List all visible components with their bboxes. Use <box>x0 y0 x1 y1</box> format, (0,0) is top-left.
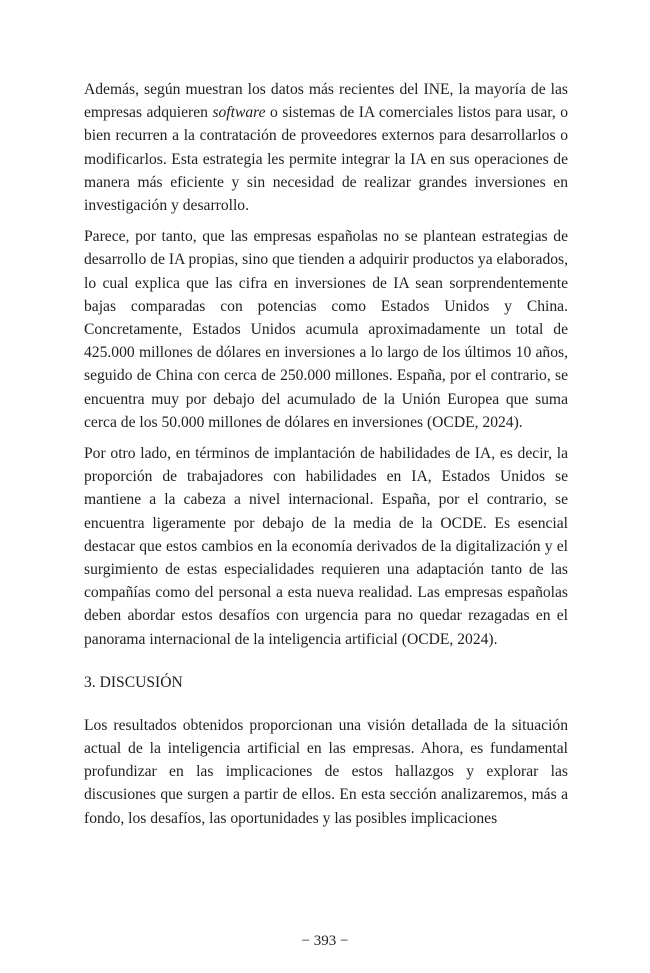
paragraph-investment-comparison: Parece, por tanto, que las empresas españolas no se plantean estrategias de desarrollo de IA propias, sino que tienden a adquirir productos ya elaborados, lo cual explica que las cifra en inversiones de IA sean sorprendentemente bajas comparadas con potencias como Estados Unidos y China. Concretamente, Estados Unidos acumula aproximadamente un total de 425.000 millones de dólares en inversiones a lo largo de los últimos 10 años, seguido de China con cerca de 250.000 millones. España, por el contrario, se encuentra muy por debajo del acumulado de la Unión Europea que suma cerca de los 50.000 millones de dólares en inversiones (OCDE, 2024). <box>84 228 568 431</box>
paragraph-1-text-after: o sistemas de IA comerciales listos para usar, o bien recurren a la contratación de proveedores externos para desarrollarlos o modificarlos. Esta estrategia les permite integrar la IA en sus operaciones de manera más eficiente y sin necesidad de realizar grandes inversiones en investigación y desarrollo. <box>84 104 569 215</box>
paragraph-1-emphasis: software <box>212 104 266 122</box>
paragraph-1-text-before: Además, según muestran los datos más recientes del INE, la mayoría de las empresas adquieren <box>84 81 568 122</box>
paragraph-discusion-intro: Los resultados obtenidos proporcionan una visión detallada de la situación actual de la inteligencia artificial en las empresas. Ahora, es fundamental profundizar en las implicaciones de estos hallazgos y explorar las discusiones que surgen a partir de ellos. En esta sección analizaremos, más a fondo, los desafíos, las oportunidades y las posibles implicaciones <box>84 716 568 827</box>
paragraph-ine-data <box>84 78 568 217</box>
page-number: − 393 − <box>301 933 349 949</box>
paragraph-ai-skills: Por otro lado, en términos de implantación de habilidades de IA, es decir, la proporción de trabajadores con habilidades en IA, Estados Unidos se mantiene a la cabeza a nivel internacional. España, por el contrario, se encuentra ligeramente por debajo de la media de la OCDE. Es esencial destacar que estos cambios en la economía derivados de la digitalización y el surgimiento de estas especialidades requieren una adaptación tanto de las compañías como del personal a esta nueva realidad. Las empresas españolas deben abordar estos desafíos con urgencia para no quedar rezagadas en el panorama internacional de la inteligencia artificial (OCDE, 2024). <box>84 445 568 648</box>
page-body <box>84 78 568 838</box>
section-heading-discusion: 3. DISCUSIÓN <box>84 673 183 691</box>
